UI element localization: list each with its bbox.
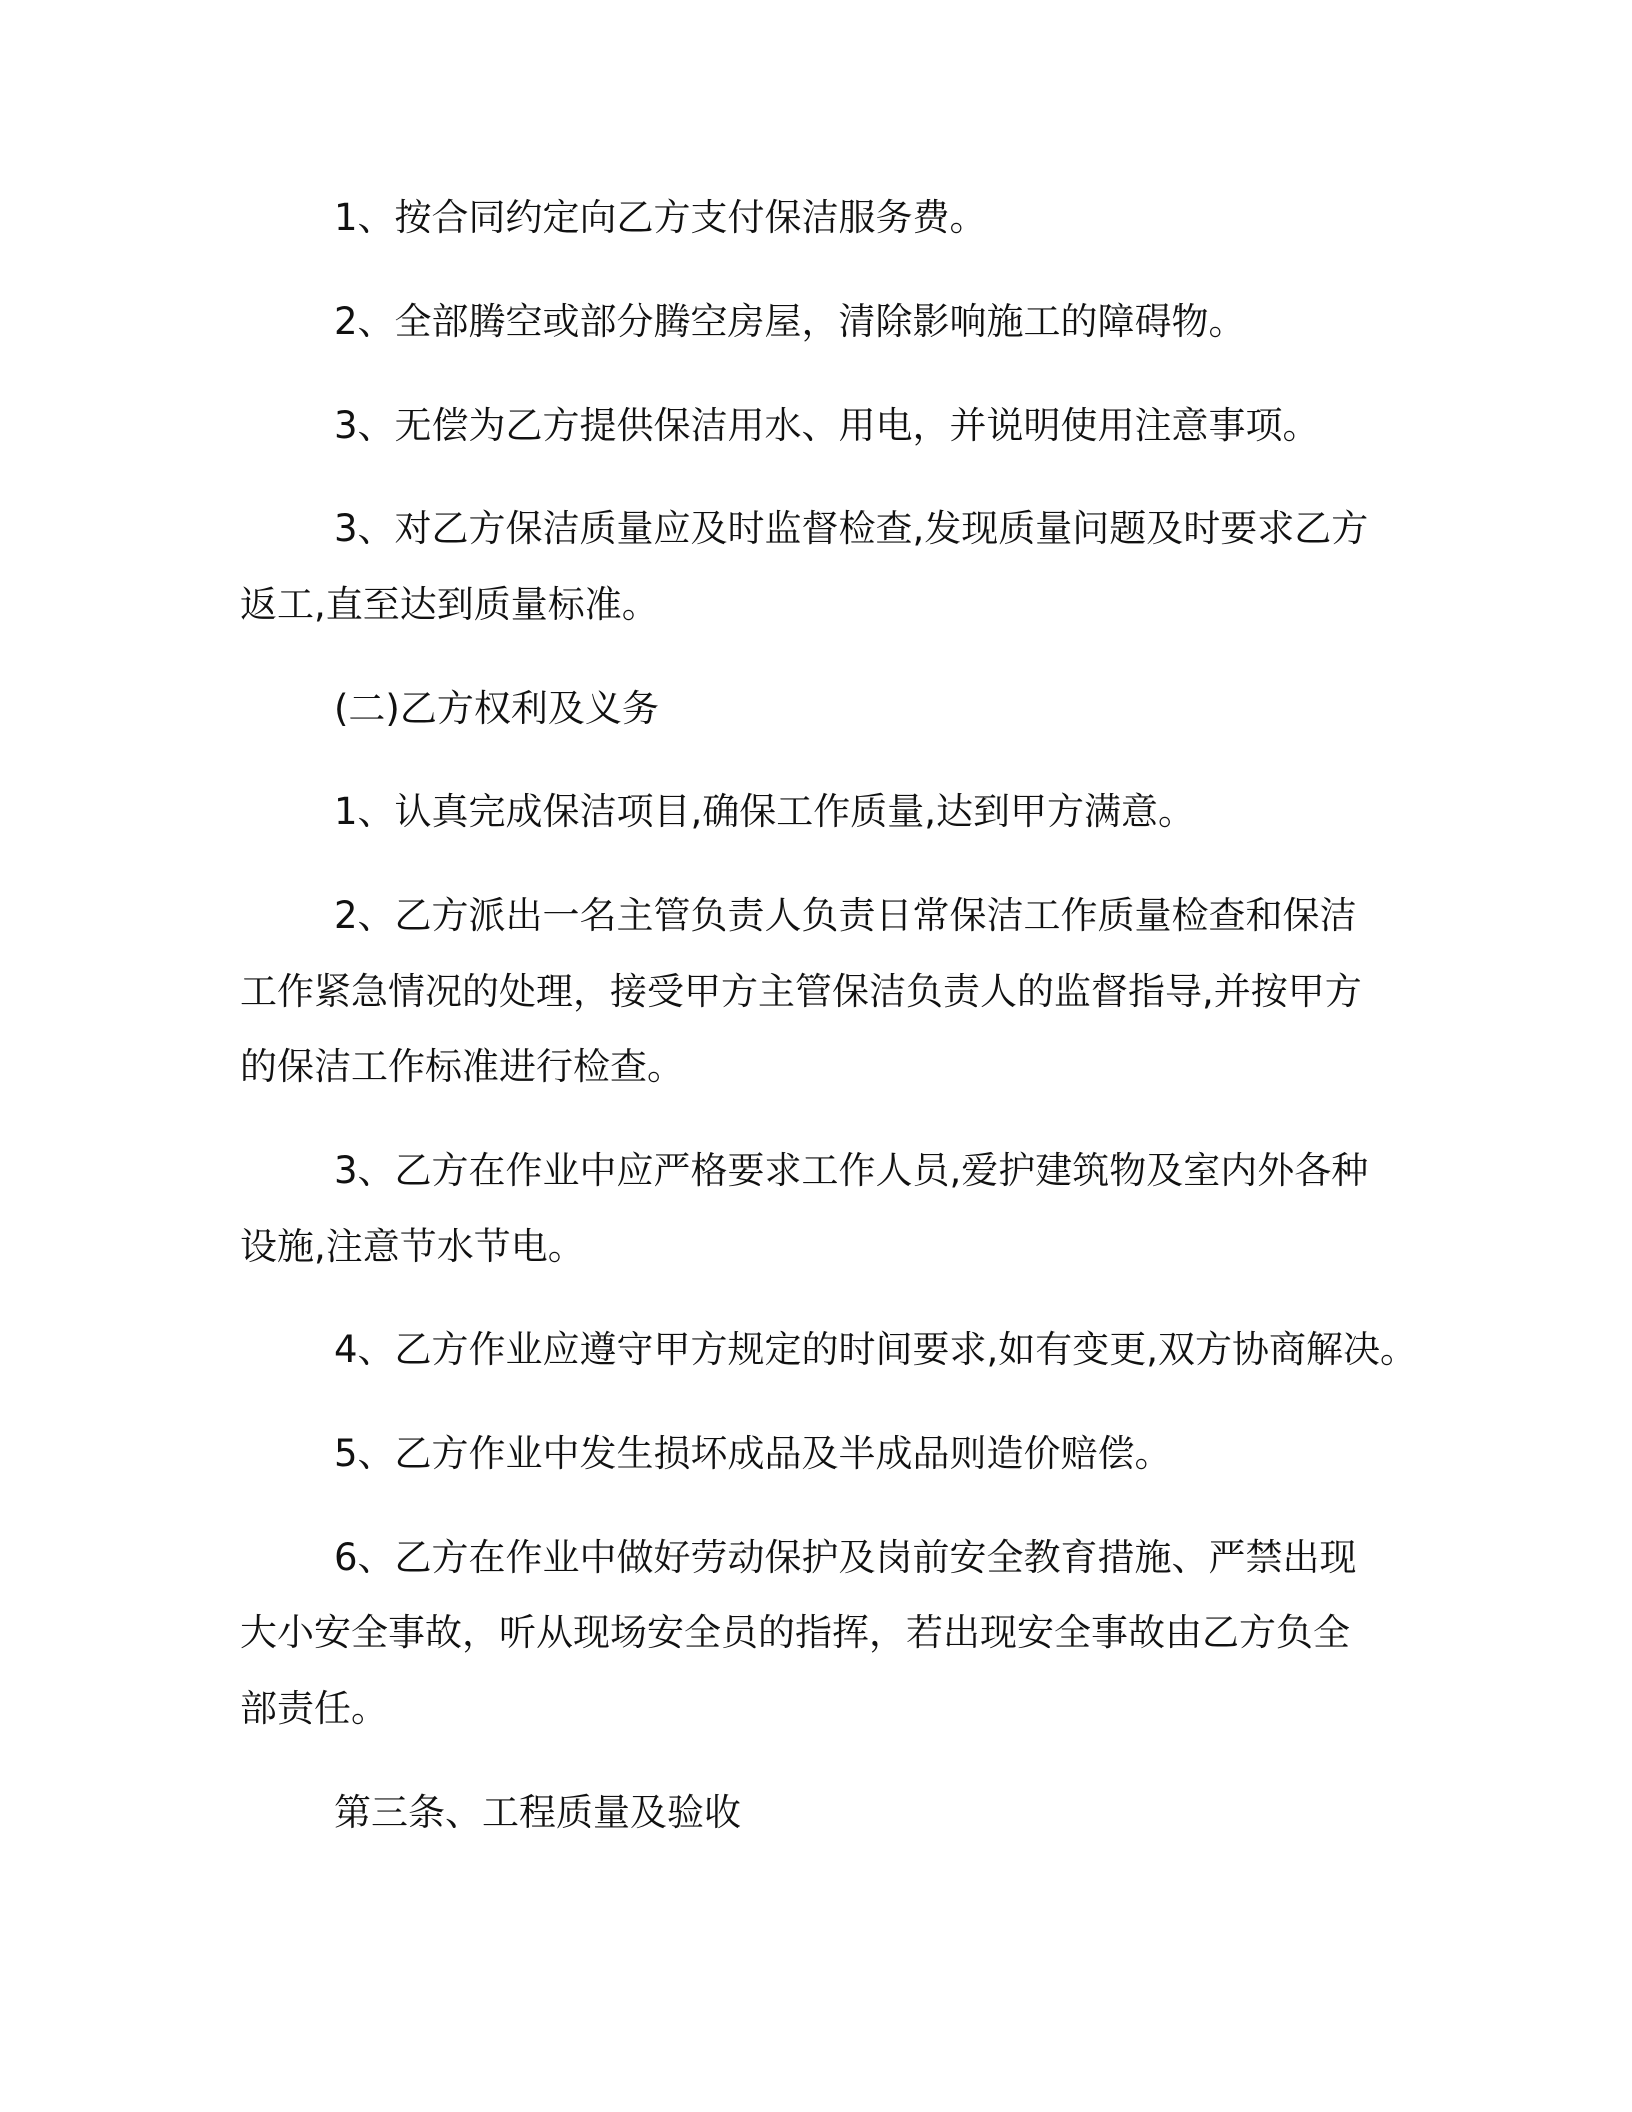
party-a-item-4-line-2: 返工,直至达到质量标准。 — [240, 583, 659, 626]
party-a-item-3: 3、无偿为乙方提供保洁用水、用电，并说明使用注意事项。 — [334, 404, 1320, 447]
party-b-item-3-line-1: 3、乙方在作业中应严格要求工作人员,爱护建筑物及室内外各种 — [334, 1149, 1369, 1192]
party-a-item-1: 1、按合同约定向乙方支付保洁服务费。 — [334, 196, 987, 239]
party-a-item-2: 2、全部腾空或部分腾空房屋，清除影响施工的障碍物。 — [334, 300, 1246, 343]
party-b-item-1: 1、认真完成保洁项目,确保工作质量,达到甲方满意。 — [334, 790, 1196, 833]
party-b-item-6-line-1: 6、乙方在作业中做好劳动保护及岗前安全教育措施、严禁出现 — [334, 1536, 1357, 1579]
party-a-item-4-line-1: 3、对乙方保洁质量应及时监督检查,发现质量问题及时要求乙方 — [334, 507, 1369, 550]
section-heading-party-b: (二)乙方权利及义务 — [334, 687, 659, 730]
party-b-item-6-line-3: 部责任。 — [240, 1687, 388, 1730]
party-b-item-2-line-1: 2、乙方派出一名主管负责人负责日常保洁工作质量检查和保洁 — [334, 894, 1357, 937]
party-b-item-6-line-2: 大小安全事故，听从现场安全员的指挥，若出现安全事故由乙方负全 — [240, 1611, 1350, 1654]
party-b-item-2-line-3: 的保洁工作标准进行检查。 — [240, 1045, 684, 1088]
article-3-heading: 第三条、工程质量及验收 — [334, 1791, 741, 1834]
party-b-item-5: 5、乙方作业中发生损坏成品及半成品则造价赔偿。 — [334, 1432, 1172, 1475]
party-b-item-4: 4、乙方作业应遵守甲方规定的时间要求,如有变更,双方协商解决。 — [334, 1328, 1418, 1371]
party-b-item-2-line-2: 工作紧急情况的处理，接受甲方主管保洁负责人的监督指导,并按甲方 — [240, 970, 1362, 1013]
party-b-item-3-line-2: 设施,注意节水节电。 — [240, 1225, 585, 1268]
